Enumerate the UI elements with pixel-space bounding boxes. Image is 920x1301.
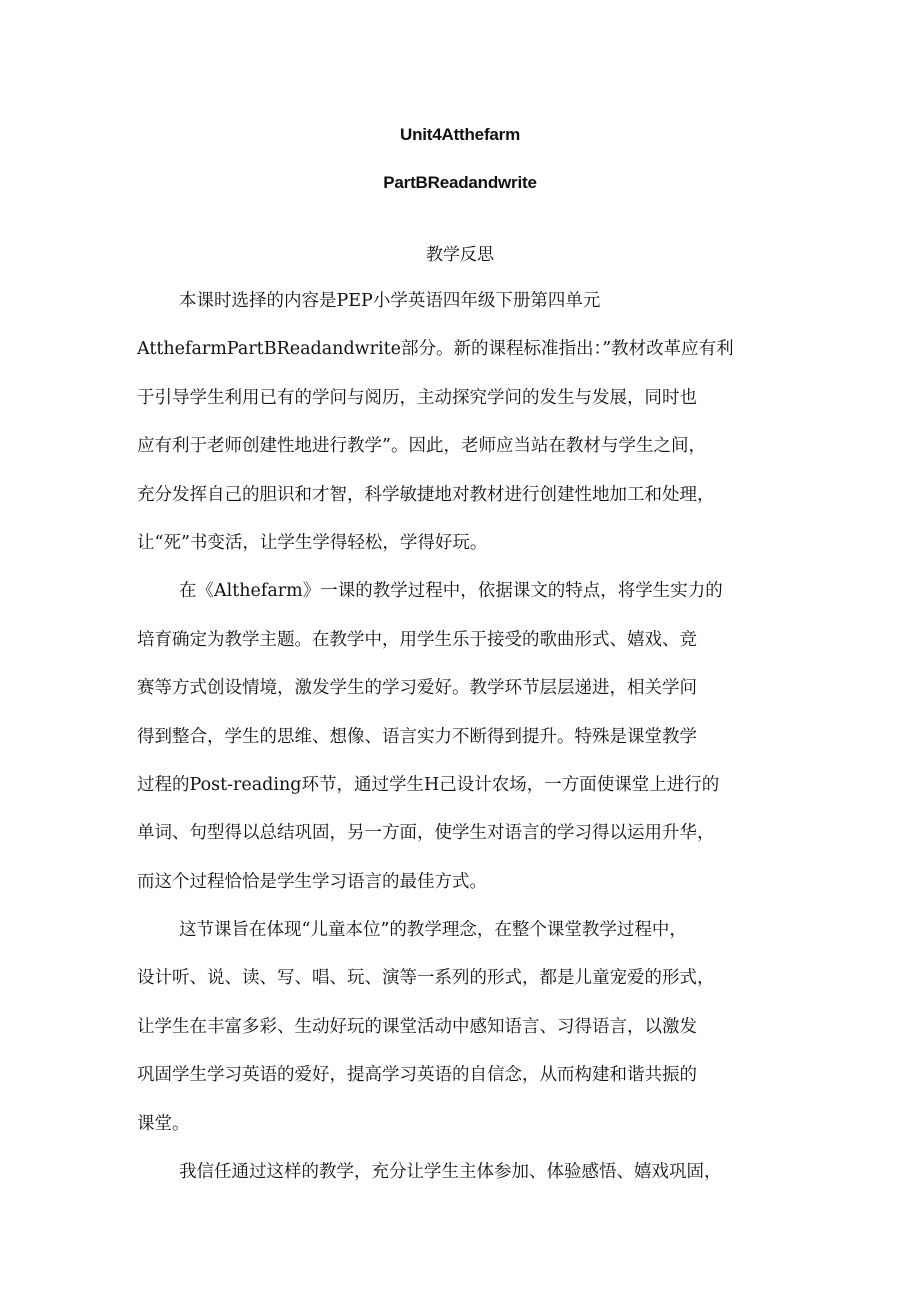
document-subtitle: PartBReadandwrite — [383, 173, 537, 192]
paragraph-line: 这节课旨在体现“儿童本位”的教学理念，在整个课堂教学过程中， — [179, 920, 687, 941]
paragraph-line: 充分发挥自己的胆识和才智，科学敏捷地对教材进行创建性地加工和处理， — [137, 484, 715, 505]
paragraph-line: 在《Althefarm》一课的教学过程中，依据课文的特点，将学生实力的 — [179, 581, 723, 602]
paragraph-line: 设计听、说、读、写、唱、玩、演等一系列的形式，都是儿童宠爱的形式， — [137, 968, 715, 989]
paragraph-2 — [137, 579, 787, 918]
section-heading: 教学反思 — [426, 245, 494, 265]
paragraph-line: 应有利于老师创建性地进行教学”。因此，老师应当站在教材与学生之间， — [137, 436, 706, 457]
paragraph-line: 我信任通过这样的教学，充分让学生主体参加、体验感悟、嬉戏巩固， — [179, 1162, 722, 1183]
paragraph-line: 过程的Post-reading环节，通过学生H己设计农场，一方面使课堂上进行的 — [137, 774, 720, 795]
paragraph-1 — [137, 289, 787, 579]
paragraph-line: AtthefarmPartBReadandwrite部分。新的课程标准指出：”教材改革应有利 — [137, 339, 734, 360]
paragraph-4 — [137, 1160, 787, 1208]
paragraph-line: 培育确定为教学主题。在教学中，用学生乐于接受的歌曲形式、嬉戏、竞 — [137, 629, 697, 650]
paragraph-line: 让学生在丰富多彩、生动好玩的课堂活动中感知语言、习得语言，以激发 — [137, 1016, 697, 1037]
paragraph-line: 课堂。 — [137, 1113, 190, 1134]
paragraph-line: 让“死”书变活，让学生学得轻松，学得好玩。 — [137, 532, 488, 553]
paragraph-line: 赛等方式创设情境，激发学生的学习爱好。教学环节层层递进，相关学问 — [137, 678, 697, 699]
paragraph-line: 而这个过程恰恰是学生学习语言的最佳方式。 — [137, 871, 487, 892]
paragraph-line: 单词、句型得以总结巩固，另一方面，使学生对语言的学习得以运用升华， — [137, 823, 715, 844]
paragraph-line: 巩固学生学习英语的爱好，提高学习英语的自信念，从而构建和谐共振的 — [137, 1065, 697, 1086]
paragraph-line: 本课时选择的内容是PEP小学英语四年级下册第四单元 — [179, 291, 601, 311]
document-title: Unit4Atthefarm — [400, 125, 520, 144]
paragraph-line: 于引导学生利用已有的学问与阅历，主动探究学问的发生与发展，同时也 — [137, 387, 697, 408]
document-body — [137, 289, 787, 1208]
paragraph-line: 得到整合，学生的思维、想像、语言实力不断得到提升。特殊是课堂教学 — [137, 726, 697, 747]
paragraph-3 — [137, 918, 787, 1160]
